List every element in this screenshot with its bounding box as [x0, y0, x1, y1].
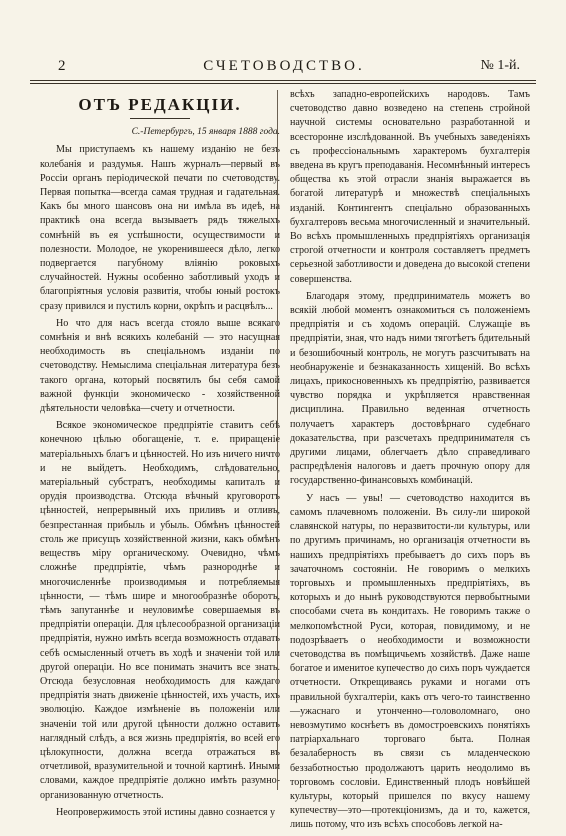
- paragraph: Всякое экономическое предпрiятiе ставитъ себѣ конечною цѣлью обогащенiе, т. е. приращенiе матерiальныхъ благъ и цѣнностей. Но изъ ничего ничто и не выйдетъ. Необходимъ, слѣдовательно, матерiальный субстратъ, необходимы капиталъ и орудiя производства. Отсюда вѣчный круговоротъ цѣнностей, непрерывный ихъ приливъ и отливъ, безпрестанная прибыль и убыль. Обмѣнъ цѣнностей столь же присущъ хозяйственной жизни, какъ обмѣнъ веществъ мiру органическому. Очевидно, чѣмъ сложнѣе предпрiятiе, чѣмъ разнороднѣе и многочисленнѣе производимыя и потребляемыя цѣнности, — тѣмъ шире и многообразнѣе оборотъ, тѣмъ запутаннѣе и неуловимѣе совершаемыя въ предпрiятiи операцiи. Для цѣлесообразной организацiи предпрiятiя, нужно имѣть всегда возможность отдавать себѣ осмысленный отчетъ въ ходѣ и значенiи той или другой операцiи. Но все понимать значитъ все знать. Отсюда безусловная необходимость для каждаго предпрiятiя знать движенiе цѣнностей, ихъ участь, ихъ эволюцiю. Каждое измѣненiе въ положенiи или значенiи той или другой цѣнности должно оставить наглядный слѣдъ, а вся жизнь предпрiятiя, во всей его цѣлокупности, должна всегда отражаться въ отчетливой, вразумительной и точной картинѣ. Иными словами, каждое предпрiятiе должно имѣть разумно-организованную отчетность.: [40, 420, 280, 801]
- paragraph: Неопровержимость этой истины давно сознается у: [56, 806, 276, 818]
- paragraph: У насъ — увы! — счетоводство находится въ самомъ плачевномъ положенiи. Въ силу-ли широкой славянской натуры, по неразвитости-ли культуры, или по другимъ причинамъ, но организацiя отчетности въ нашихъ предпрiятiяхъ пребываетъ до сихъ поръ въ зачаточномъ состоянiи. Не говоримъ о мелкихъ торговыхъ и промышленныхъ предпрiятiяхъ, въ которыхъ и до нынѣ руководствуются первобытными способами счета въ кондитахъ. Не говоримъ также о мелкопомѣстной Руси, которая, повидимому, и не подозрѣваетъ о необходимости и возможности счетоводства въ помѣщичьемъ хозяйствѣ. Даже наше богатое и именитое купечество до сихъ поръ чуждается отчетности. Открещиваясь руками и ногами отъ правильной бухгалтерiи, какъ отъ чего-то таинственно—ужаснаго и утонченно—головоломнаго, оно невозмутимо коснѣетъ въ домостроевскихъ понятiяхъ патрiархальнаго торговаго быта. Полная безалаберность въ связи съ младенческою беззаботностью продолжаютъ царить неодолимо въ торговомъ сословiи. Единственный плодъ новѣйшей культуры, который пришелся по вкусу нашему купечеству—это—протекцiонизмъ, да и то, кажется, лишь потому, что изъ всѣхъ способовъ легкой на-: [290, 492, 530, 831]
- paragraph: Благодаря этому, предприниматель можетъ во всякiй любой моментъ ознакомиться съ положенiемъ предпрiятiя и съ ходомъ операцiй. Служащiе въ предпрiятiи, зная, что надъ ними тяготѣетъ бдительный и безошибочный контроль, не могутъ разсчитывать на необнаруженiе и безнаказанность хищенiй. Во всѣхъ лицахъ, прикосновенныхъ къ предпрiятiю, развивается чувство порядка и укрѣпляется нравственная дисциплина. Правильно веденная отчетность получаетъ характеръ достовѣрнаго судебнаго доказательства, при разсчетахъ предпринимателя съ другими лицами, облегчаетъ дѣло справедливаго распредѣленiя налоговъ и даетъ прочную опору для государственно-финансовыхъ комбинацiй.: [290, 290, 530, 487]
- header-rule-top: [30, 80, 536, 81]
- paragraph: всѣхъ западно-европейскихъ народовъ. Тамъ счетоводство давно возведено на степень стройной научной системы основательно разработанной и всесторонне изслѣдованной. Въ учебныхъ заведенiяхъ съ профессiональнымъ характеромъ бухгалтерiя введена въ кругъ преподаванiя. Несомнѣнный интересъ общества къ этой отрасли знанiя выражается въ богатой литературѣ и множествѣ спецiальныхъ изданiй. Контингентъ спецiально образованныхъ бухгалтеровъ весьма многочисленный и значительный. Во всѣхъ промышленныхъ предпрiятiяхъ организацiя строгой отчетности и контроля составляетъ предметъ серьезной заботливости и доведена до высокой степени совершенства.: [290, 89, 531, 285]
- paragraph: Мы приступаемъ къ нашему изданiю не безъ колебанiя и раздумья. Нашъ журналъ—первый въ Россiи органъ перiодической печати по счетоводству. Первая попытка—всегда самая трудная и гадательная. Какъ бы много шансовъ она ни имѣла въ идеѣ, на практикѣ она всегда вызываетъ рядъ тяжелыхъ сомнѣнiй въ ея успѣшности, осуществимости и полезности. Молодое, не укоренившееся дѣло, легко подвергается пагубному влiянiю роковыхъ случайностей. Нужны особенно заботливый уходъ и благопрiятныя условiя развитiя, чтобы юный ростокъ сразу привился и пустилъ корни, окрѣпъ и расцвѣлъ...: [40, 144, 280, 312]
- journal-title: СЧЕТОВОДСТВО.: [203, 58, 365, 74]
- title-divider: [130, 118, 190, 119]
- column-divider: [277, 90, 278, 790]
- dateline: С.-Петербургъ, 15 января 1888 года.: [131, 127, 280, 138]
- left-column: [40, 88, 280, 823]
- paragraph: Но что для насъ всегда стояло выше всякаго сомнѣнiя и внѣ всякихъ колебанiй — это насущная необходимость въ спецiальномъ изданiи по счетоводству. Немыслима спецiальная литература безъ такого органа, который посвятилъ бы себя самой важной функцiи экономическо - хозяйственной дѣятельности человѣка—счету и отчетности.: [40, 317, 280, 415]
- page-number: 2: [58, 58, 66, 74]
- page-header: [30, 58, 538, 78]
- right-column: [290, 88, 530, 836]
- issue-number: № 1-й.: [480, 58, 520, 73]
- header-rule-bottom: [30, 83, 536, 84]
- article-title: ОТЪ РЕДАКЦIИ.: [78, 95, 242, 114]
